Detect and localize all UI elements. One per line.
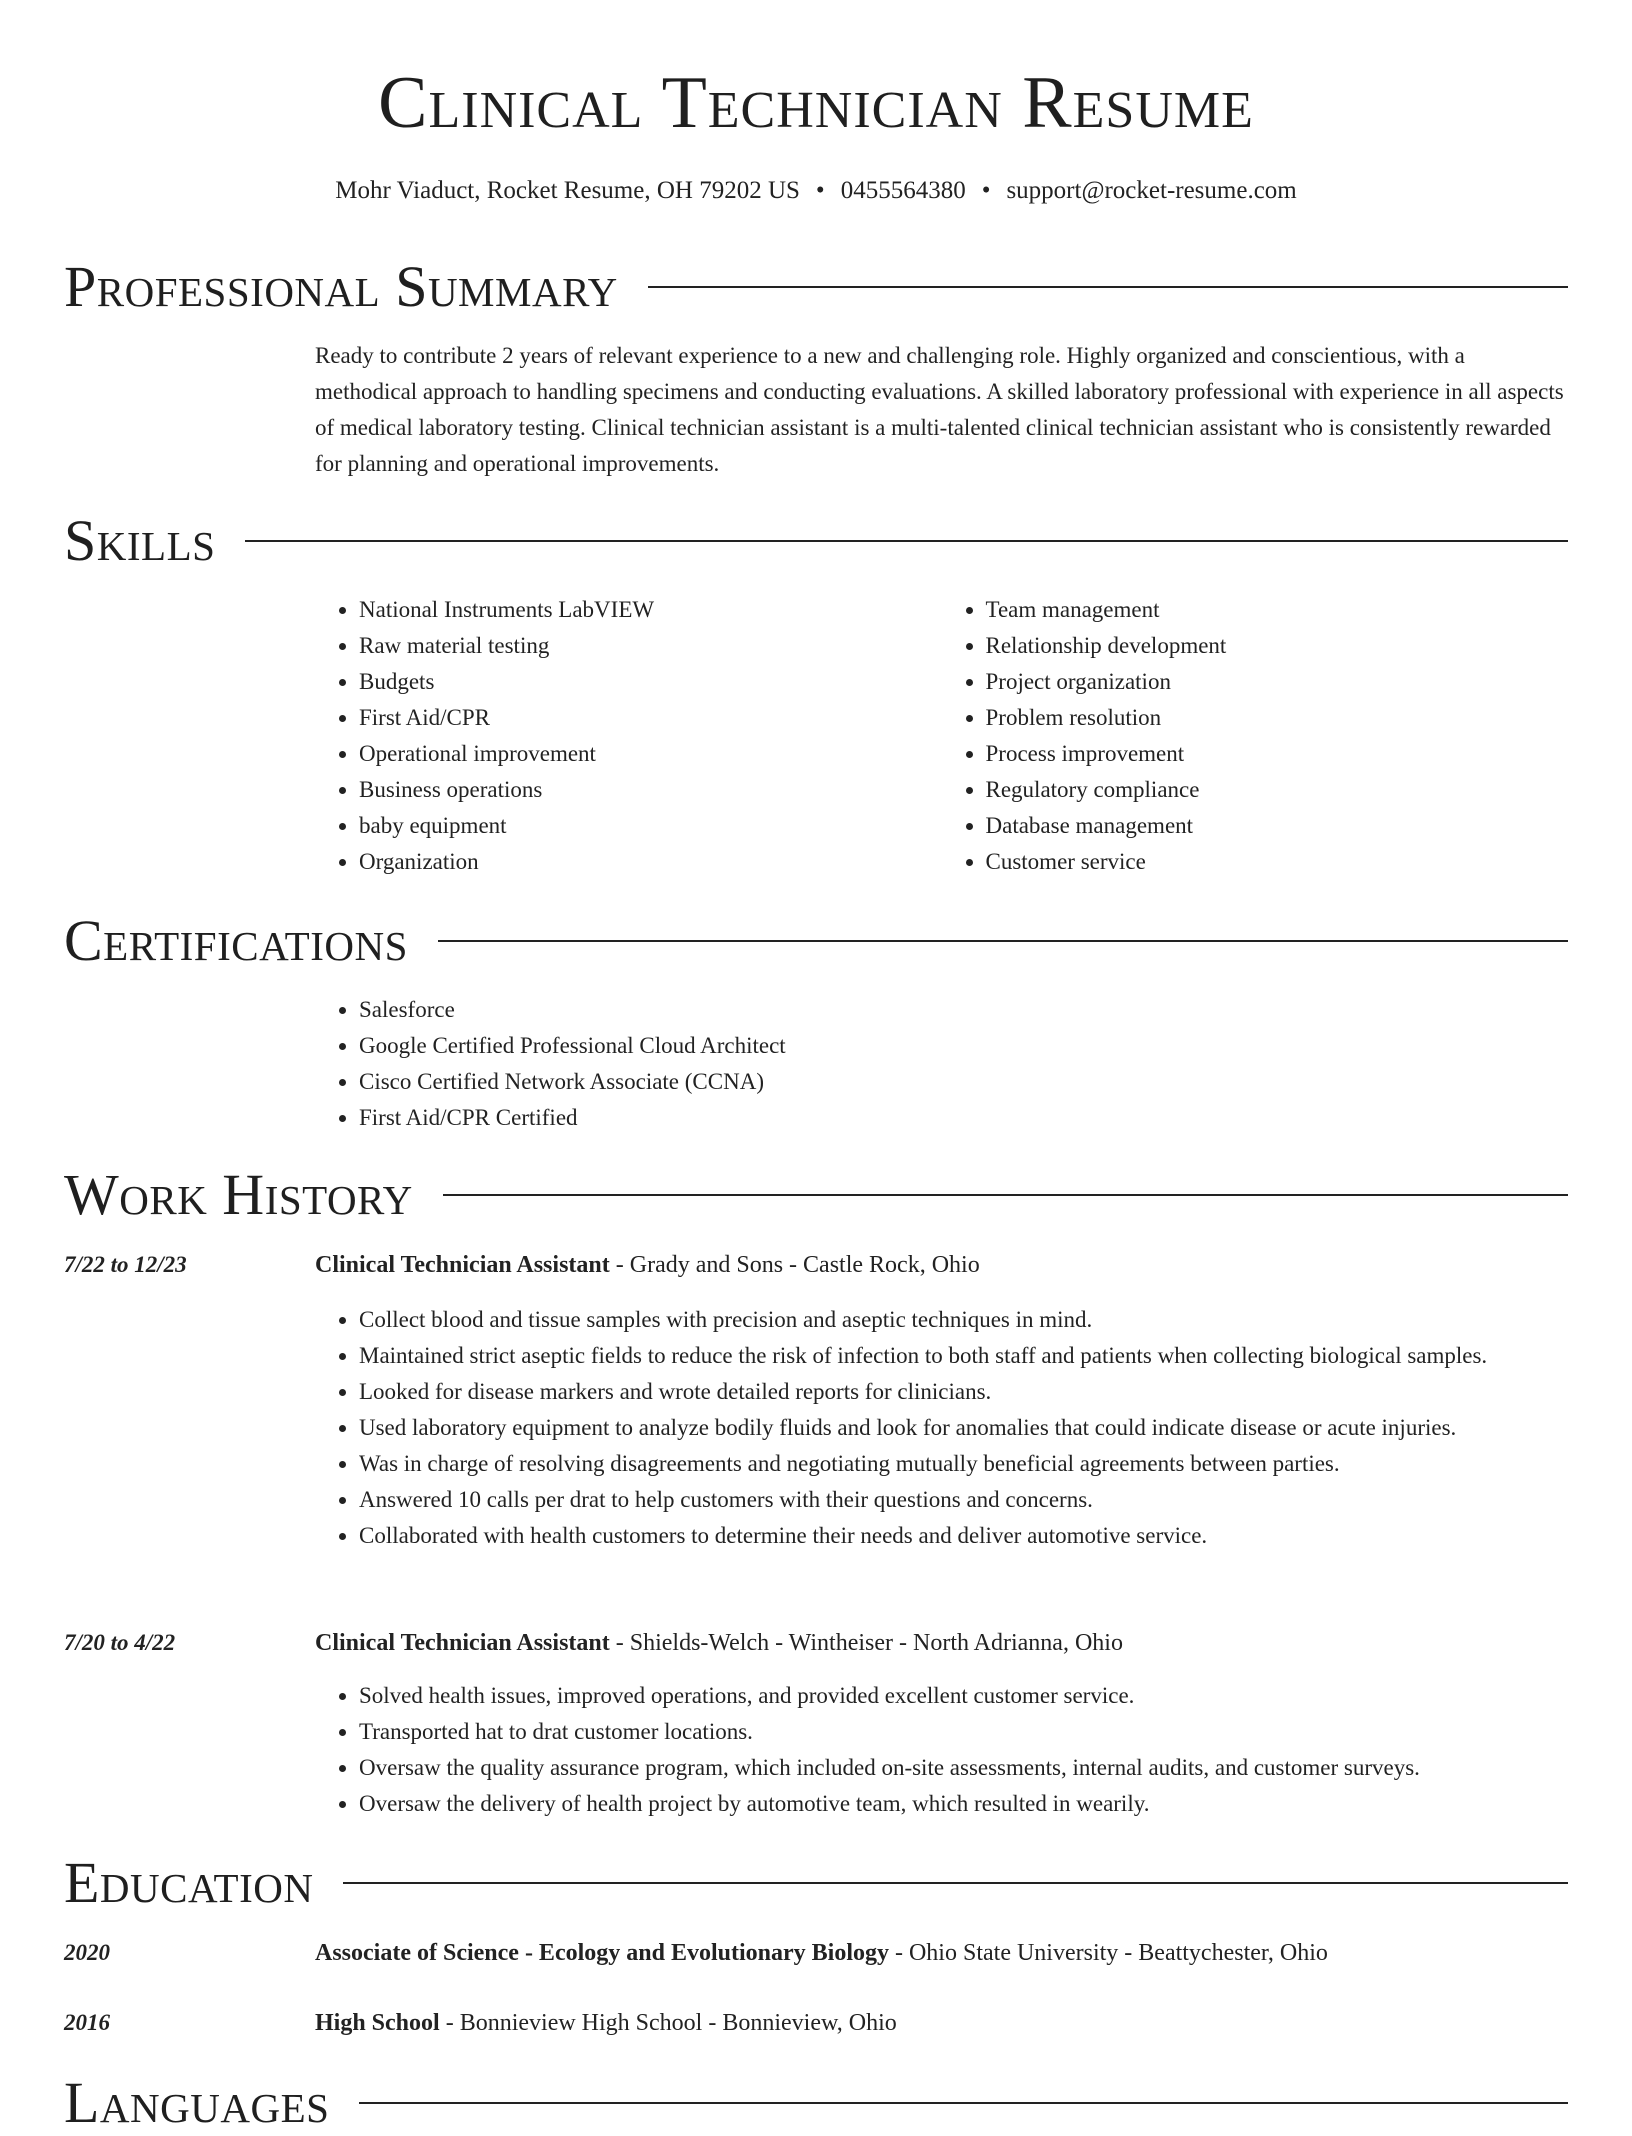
section-header-summary — [64, 254, 1568, 320]
section-title: Professional Summary — [64, 254, 618, 319]
skill-item: • Project organization — [986, 664, 1569, 700]
skills-block — [315, 592, 1568, 880]
education-entry — [315, 1935, 1568, 1971]
job-bullets-block — [315, 1678, 1568, 1822]
education-entry — [315, 2005, 1568, 2041]
job-title: Clinical Technician Assistant — [315, 1630, 610, 1656]
section-title: Work History — [64, 1162, 413, 1227]
job-bullet: • Transported hat to drat customer locations. — [359, 1714, 1568, 1750]
certification-item: • First Aid/CPR Certified — [359, 1100, 1568, 1136]
resume-title: Clinical Technician Resume — [378, 62, 1254, 144]
skill-item: • Problem resolution — [986, 700, 1569, 736]
skill-item: • Organization — [359, 844, 942, 880]
summary-text: Ready to contribute 2 years of relevant experience to a new and challenging role. Highly organized and conscientious, with a methodical approach to handling specimens and conducting evaluations. A skilled laboratory professional with experience in all aspects of medical laboratory testing. Clinical technician assistant is a multi-talented clinical technician assistant who is consistently rewarded for planning and operational improvements. — [315, 343, 1564, 476]
job-bullet: • Used laboratory equipment to analyze bodily fluids and look for anomalies that could indicate disease or acute injuries. — [359, 1410, 1568, 1446]
job-bullet: • Looked for disease markers and wrote detailed reports for clinicians. — [359, 1374, 1568, 1410]
separator: • — [815, 177, 825, 204]
section-divider — [343, 1882, 1568, 1884]
job-bullet: • Collaborated with health customers to determine their needs and deliver automotive service. — [359, 1518, 1568, 1554]
certifications-list — [315, 992, 1568, 1136]
section-divider — [245, 540, 1568, 542]
section-title: Education — [64, 1850, 314, 1915]
section-divider — [438, 940, 1568, 942]
job-bullet: • Solved health issues, improved operations, and provided excellent customer service. — [359, 1678, 1568, 1714]
skill-item: • Database management — [986, 808, 1569, 844]
skills-list-right — [942, 592, 1569, 880]
job-bullet: • Answered 10 calls per drat to help customers with their questions and concerns. — [359, 1482, 1568, 1518]
section-header-education — [64, 1850, 1568, 1916]
skill-item: • Business operations — [359, 772, 942, 808]
separator: • — [981, 177, 991, 204]
skill-item: • Budgets — [359, 664, 942, 700]
job-dates: 7/22 to 12/23 — [64, 1252, 187, 1277]
section-divider — [443, 1194, 1568, 1196]
job-bullet: • Oversaw the delivery of health project by automotive team, which resulted in wearily. — [359, 1786, 1568, 1822]
skill-item: • Customer service — [986, 844, 1569, 880]
section-header-languages — [64, 2070, 1568, 2136]
job-bullet: • Maintained strict aseptic fields to reduce the risk of infection to both staff and patients when collecting biological samples. — [359, 1338, 1568, 1374]
summary-block — [315, 338, 1568, 482]
education-details: - Bonnieview High School - Bonnieview, Ohio — [439, 2010, 897, 2036]
job-details: - Shields-Welch - Wintheiser - North Adrianna, Ohio — [609, 1630, 1123, 1656]
education-details: - Ohio State University - Beattychester, Ohio — [888, 1940, 1328, 1966]
section-header-certifications — [64, 908, 1568, 974]
phone[interactable]: 0455564380 — [840, 177, 966, 204]
job-bullet: • Oversaw the quality assurance program, which included on-site assessments, internal audits, and customer surveys. — [359, 1750, 1568, 1786]
email[interactable]: support@rocket-resume.com — [1006, 177, 1297, 204]
section-divider — [359, 2102, 1568, 2104]
job-heading — [315, 1625, 1568, 1661]
skill-item: • National Instruments LabVIEW — [359, 592, 942, 628]
job-bullet: • Was in charge of resolving disagreements and negotiating mutually beneficial agreements between parties. — [359, 1446, 1568, 1482]
certifications-block — [315, 992, 1568, 1136]
skill-item: • First Aid/CPR — [359, 700, 942, 736]
job-details: - Grady and Sons - Castle Rock, Ohio — [609, 1252, 980, 1278]
contact-line — [0, 174, 1632, 208]
skill-item: • baby equipment — [359, 808, 942, 844]
certification-item: • Google Certified Professional Cloud Architect — [359, 1028, 1568, 1064]
section-divider — [648, 286, 1568, 288]
education-year: 2016 — [64, 2010, 110, 2035]
job-bullets — [315, 1678, 1568, 1822]
skill-item: • Operational improvement — [359, 736, 942, 772]
section-title: Skills — [64, 508, 216, 573]
education-degree: Associate of Science - Ecology and Evolutionary Biology — [315, 1940, 889, 1966]
job-bullet: • Collect blood and tissue samples with precision and aseptic techniques in mind. — [359, 1302, 1568, 1338]
section-title: Certifications — [64, 908, 408, 973]
job-dates: 7/20 to 4/22 — [64, 1630, 176, 1655]
job-heading — [315, 1247, 1568, 1283]
skills-list-left — [315, 592, 942, 880]
section-title: Languages — [64, 2070, 330, 2135]
section-header-skills — [64, 508, 1568, 574]
skill-item: • Raw material testing — [359, 628, 942, 664]
section-header-work-history — [64, 1162, 1568, 1228]
certification-item: • Cisco Certified Network Associate (CCNA) — [359, 1064, 1568, 1100]
education-degree: High School — [315, 2010, 440, 2036]
address: Mohr Viaduct, Rocket Resume, OH 79202 US — [335, 177, 800, 204]
certification-item: • Salesforce — [359, 992, 1568, 1028]
job-title: Clinical Technician Assistant — [315, 1252, 610, 1278]
job-bullets — [315, 1302, 1568, 1554]
education-year: 2020 — [64, 1940, 110, 1965]
job-bullets-block — [315, 1302, 1568, 1554]
skill-item: • Relationship development — [986, 628, 1569, 664]
skill-item: • Team management — [986, 592, 1569, 628]
skill-item: • Process improvement — [986, 736, 1569, 772]
skill-item: • Regulatory compliance — [986, 772, 1569, 808]
